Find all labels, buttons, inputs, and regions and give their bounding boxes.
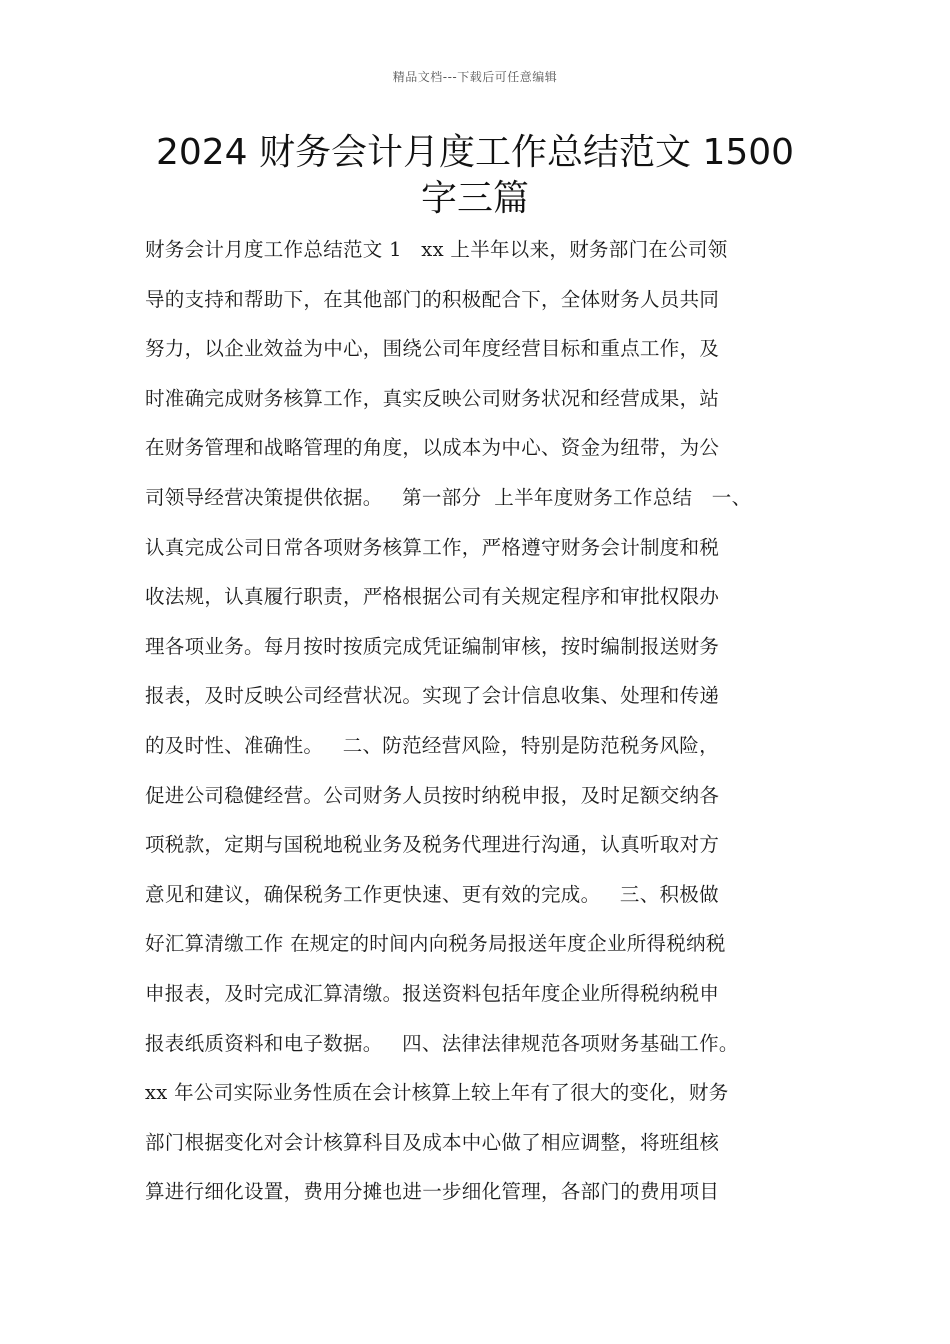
body-line: 财务会计月度工作总结范文 1 xx 上半年以来，财务部门在公司领 [145, 238, 728, 261]
body-line: 算进行细化设置，费用分摊也进一步细化管理，各部门的费用项目 [145, 1180, 720, 1204]
body-line: 努力，以企业效益为中心，围绕公司年度经营目标和重点工作，及 [145, 337, 720, 361]
body-line: 的及时性、准确性。 二、防范经营风险，特别是防范税务风险， [145, 733, 719, 757]
document-title [0, 130, 950, 222]
body-line: 在财务管理和战略管理的角度，以成本为中心、资金为纽带，为公 [145, 436, 720, 460]
title-line-1: 2024 财务会计月度工作总结范文 1500 [155, 132, 795, 173]
body-line: 导的支持和帮助下，在其他部门的积极配合下，全体财务人员共同 [145, 287, 720, 311]
page-header-note: 精品文档---下载后可任意编辑 [392, 70, 558, 84]
body-line: 理各项业务。每月按时按质完成凭证编制审核，按时编制报送财务 [145, 634, 720, 658]
body-line: 报表，及时反映公司经营状况。实现了会计信息收集、处理和传递 [145, 684, 720, 708]
body-line: 时准确完成财务核算工作，真实反映公司财务状况和经营成果，站 [145, 386, 720, 410]
body-line: 收法规，认真履行职责，严格根据公司有关规定程序和审批权限办 [145, 585, 720, 609]
body-line: xx 年公司实际业务性质在会计核算上较上年有了很大的变化，财务 [145, 1081, 729, 1105]
body-line: 项税款，定期与国税地税业务及税务代理进行沟通，认真听取对方 [145, 833, 720, 857]
body-line: 报表纸质资料和电子数据。 四、法律法律规范各项财务基础工作。 [145, 1031, 739, 1055]
title-line-2: 字三篇 [420, 178, 529, 219]
body-line: 认真完成公司日常各项财务核算工作，严格遵守财务会计制度和税 [145, 535, 720, 559]
body-line: 促进公司稳健经营。公司财务人员按时纳税申报，及时足额交纳各 [145, 783, 720, 807]
body-line: 意见和建议，确保税务工作更快速、更有效的完成。 三、积极做 [145, 882, 719, 906]
body-line: 好汇算清缴工作 在规定的时间内向税务局报送年度企业所得税纳税 [145, 932, 726, 956]
body-line: 部门根据变化对会计核算科目及成本中心做了相应调整，将班组核 [145, 1130, 720, 1154]
body-text [145, 232, 825, 1224]
body-line: 司领导经营决策提供依据。 第一部分 上半年度财务工作总结 一、 [145, 485, 752, 509]
body-line: 申报表，及时完成汇算清缴。报送资料包括年度企业所得税纳税申 [145, 981, 720, 1005]
